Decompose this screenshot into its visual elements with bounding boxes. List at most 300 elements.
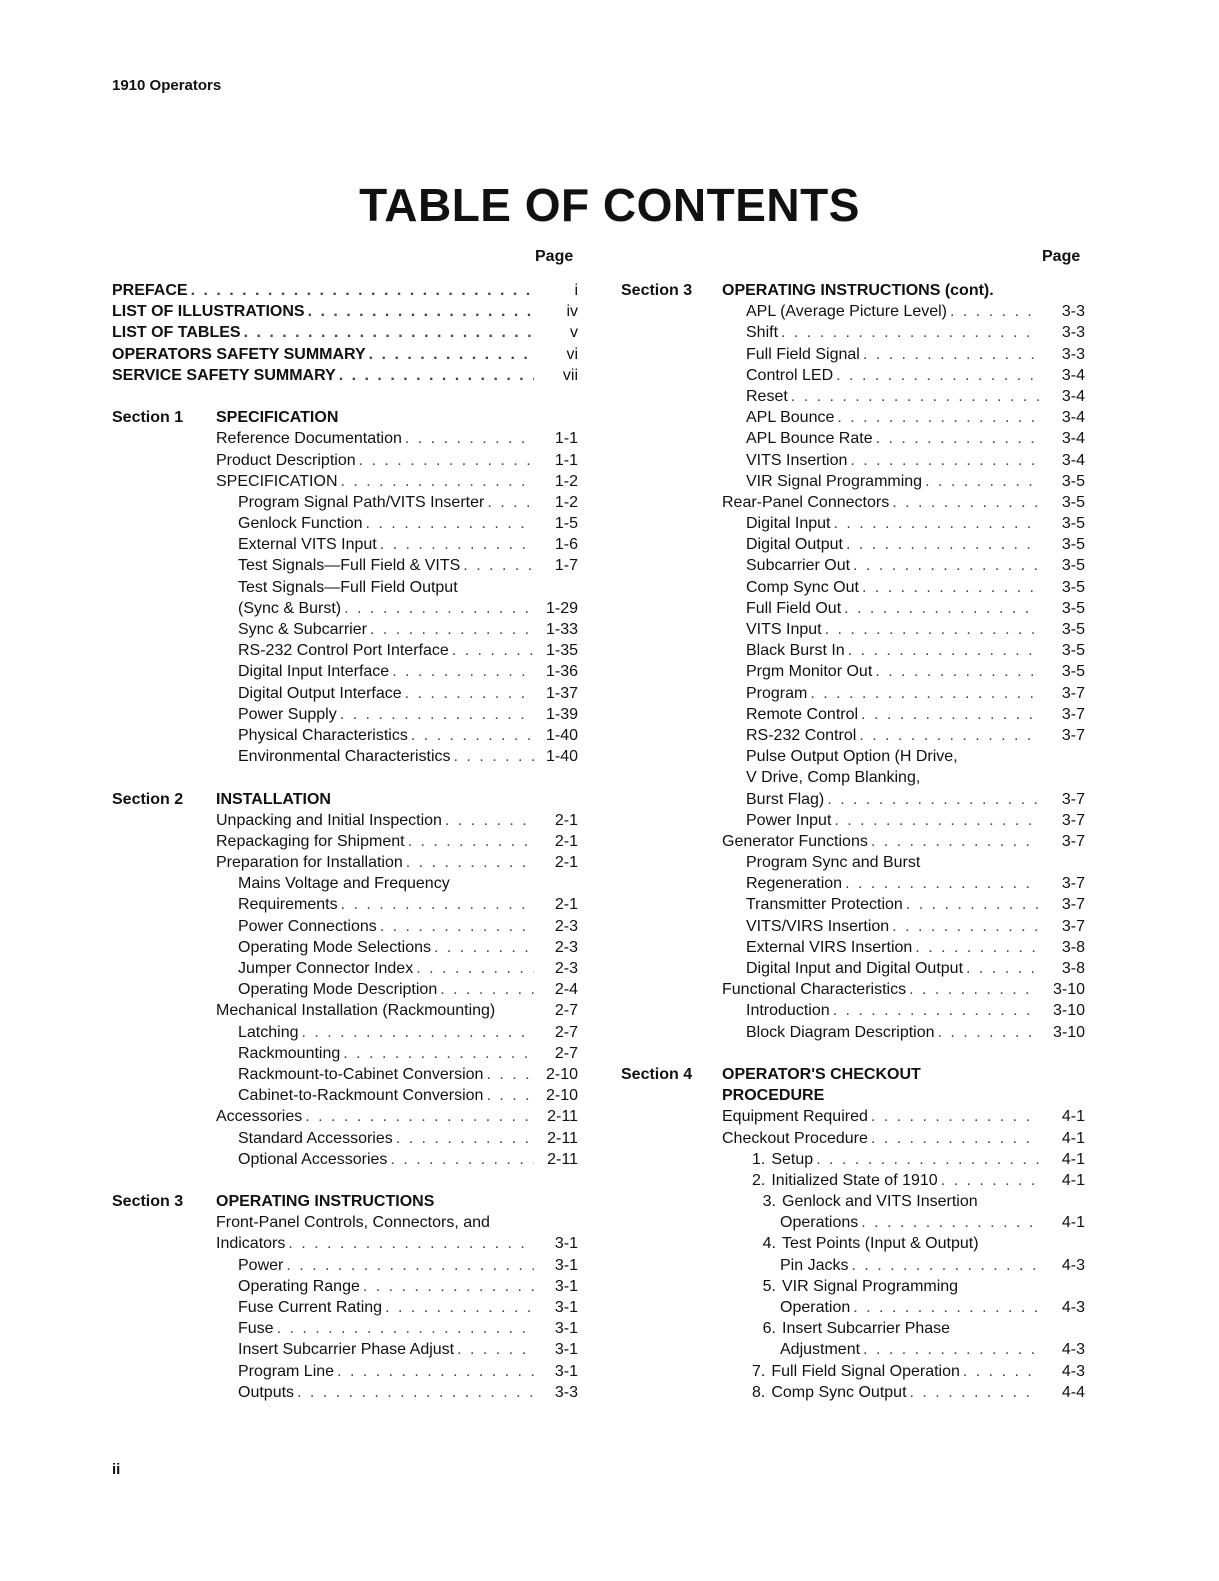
toc-row [621, 1085, 1085, 1106]
entry-title: Fuse [238, 1320, 274, 1338]
dot-leader [938, 1170, 1039, 1191]
toc-entry [746, 852, 1039, 873]
dot-leader [833, 365, 1039, 386]
dot-leader [302, 1106, 534, 1127]
toc-entry [238, 1085, 534, 1106]
entry-title: Unpacking and Initial Inspection [216, 811, 442, 829]
page-ref: 2-3 [554, 938, 578, 956]
entry-title: Checkout Procedure [722, 1129, 868, 1147]
toc-entry [216, 1106, 534, 1127]
dot-leader [845, 640, 1039, 661]
toc-entry [112, 280, 534, 301]
toc-row [112, 704, 582, 725]
toc-entry [238, 640, 534, 661]
dot-leader [451, 746, 534, 767]
page-ref: 3-5 [1061, 472, 1085, 490]
page-ref: 2-1 [554, 854, 578, 872]
section-title: OPERATING INSTRUCTIONS (cont). [722, 282, 994, 299]
page-ref: 3-4 [1061, 451, 1085, 469]
toc-entry [780, 1212, 1039, 1233]
entry-title: APL Bounce [746, 409, 835, 427]
toc-row [621, 1339, 1085, 1360]
entry-title: Test Signals—Full Field & VITS [238, 557, 461, 575]
page-ref: 3-1 [554, 1362, 578, 1380]
toc-row [112, 1043, 582, 1064]
page-ref: 4-4 [1061, 1383, 1085, 1401]
toc-entry [780, 1297, 1039, 1318]
toc-entry [746, 661, 1039, 682]
toc-entry [216, 471, 534, 492]
toc-row [621, 894, 1085, 915]
dot-leader [363, 513, 534, 534]
page-ref: 2-11 [547, 1108, 578, 1126]
toc-row [621, 365, 1085, 386]
right-page-column-label: Page [1042, 248, 1081, 265]
entry-title: Insert Subcarrier Phase Adjust [238, 1341, 455, 1359]
toc-row [112, 598, 582, 619]
page-ref: 3-5 [1061, 663, 1085, 681]
toc-row [621, 471, 1085, 492]
entry-title: Accessories [216, 1108, 303, 1126]
toc-entry [752, 1191, 1039, 1212]
dot-leader [274, 1318, 534, 1339]
dot-leader [405, 831, 534, 852]
toc-row [112, 344, 582, 365]
entry-title: Preparation for Installation [216, 854, 403, 872]
page-ref: 1-37 [545, 684, 578, 702]
entry-title: Power [238, 1256, 284, 1274]
dot-leader [834, 407, 1039, 428]
toc-entry [238, 1043, 534, 1064]
page-ref: 4-1 [1061, 1129, 1085, 1147]
entry-title: SPECIFICATION [216, 472, 338, 490]
page-ref: 4-3 [1061, 1362, 1085, 1380]
dot-leader [868, 1128, 1039, 1149]
toc-row [112, 810, 582, 831]
dot-leader [402, 428, 534, 449]
toc-entry [238, 979, 534, 1000]
entry-title: Fuse Current Rating [238, 1299, 383, 1316]
dot-leader [377, 534, 534, 555]
page-ref: 3-10 [1052, 981, 1085, 999]
page-ref: 3-3 [554, 1383, 578, 1401]
entry-title: Power Connections [238, 917, 377, 935]
step-number: 4. [762, 1235, 776, 1253]
toc-row [112, 471, 582, 492]
toc-entry [746, 407, 1039, 428]
page-ref: 3-5 [1061, 493, 1085, 511]
toc-entry [238, 958, 534, 979]
toc-row [112, 661, 582, 682]
toc-entry [746, 937, 1039, 958]
toc-row [112, 513, 582, 534]
dot-leader [807, 683, 1039, 704]
entry-title: Front-Panel Controls, Connectors, and [216, 1214, 490, 1232]
entry-title: Program Line [238, 1362, 335, 1380]
running-header: 1910 Operators [112, 77, 222, 94]
toc-entry [746, 1000, 1039, 1021]
toc-entry [112, 365, 534, 386]
toc-entry [112, 301, 534, 322]
page-ref: 3-7 [1061, 832, 1085, 850]
page-ref: 2-10 [545, 1087, 578, 1105]
page-ref: 4-1 [1061, 1108, 1085, 1126]
entry-title: Outputs [238, 1383, 295, 1401]
entry-title: RS-232 Control Port Interface [238, 642, 449, 660]
dot-leader [848, 1255, 1039, 1276]
toc-row [112, 555, 582, 576]
entry-title: Program Sync and Burst [746, 854, 921, 872]
toc-entry [746, 683, 1039, 704]
toc-entry [238, 577, 534, 598]
toc-entry [238, 534, 534, 555]
toc-row [621, 810, 1085, 831]
page-ref: 3-5 [1061, 536, 1085, 554]
toc-row [112, 1361, 582, 1382]
page-ref: 3-10 [1052, 1023, 1085, 1041]
page-ref: 1-40 [545, 726, 578, 744]
entry-title: Reset [746, 387, 788, 405]
entry-title: V Drive, Comp Blanking, [746, 769, 921, 787]
dot-leader [873, 428, 1039, 449]
page-ref: 3-5 [1061, 515, 1085, 533]
toc-row [112, 1128, 582, 1149]
toc-entry [746, 1022, 1039, 1043]
entry-title: Product Description [216, 451, 356, 469]
toc-row [112, 280, 582, 301]
entry-title: Comp Sync Output [771, 1383, 907, 1401]
entry-title: Physical Characteristics [238, 726, 408, 744]
toc-row [621, 1382, 1085, 1403]
entry-title: Pin Jacks [780, 1256, 849, 1274]
entry-title: Latching [238, 1023, 299, 1041]
toc-row [621, 301, 1085, 322]
toc-row [621, 852, 1085, 873]
toc-entry [238, 1064, 534, 1085]
page-ref: 4-1 [1061, 1214, 1085, 1232]
toc-row [112, 640, 582, 661]
dot-leader [858, 704, 1039, 725]
toc-row [621, 1233, 1085, 1254]
page-ref: i [574, 282, 578, 299]
toc-row [112, 916, 582, 937]
toc-row [621, 450, 1085, 471]
entry-title: Shift [746, 324, 779, 342]
entry-title: Standard Accessories [238, 1129, 393, 1147]
page-ref: 1-2 [554, 472, 578, 490]
toc-entry [746, 513, 1039, 534]
page-ref: 4-3 [1061, 1256, 1085, 1274]
toc-entry [746, 386, 1039, 407]
toc-entry [238, 704, 534, 725]
dot-leader [858, 1212, 1039, 1233]
entry-title: Mechanical Installation (Rackmounting) [216, 1002, 496, 1020]
dot-leader [360, 1276, 534, 1297]
toc-entry [722, 979, 1039, 1000]
entry-title: Sync & Subcarrier [238, 621, 367, 638]
page-ref: 3-5 [1061, 578, 1085, 596]
page-ref: 1-40 [545, 748, 578, 766]
toc-entry [112, 322, 534, 343]
entry-title: Reference Documentation [216, 430, 402, 448]
toc-entry [752, 1149, 1039, 1170]
dot-leader [778, 322, 1039, 343]
page-ref: 3-7 [1061, 684, 1085, 702]
step-number: 8. [752, 1383, 766, 1401]
toc-entry [238, 894, 534, 915]
entry-title: OPERATORS SAFETY SUMMARY [112, 345, 366, 363]
dot-leader [338, 471, 535, 492]
dot-leader [889, 492, 1039, 513]
toc-row [621, 767, 1085, 788]
dot-leader [935, 1022, 1039, 1043]
toc-entry [746, 725, 1039, 746]
dot-leader [903, 894, 1039, 915]
page-ref: 3-5 [1061, 621, 1085, 638]
dot-leader [483, 1085, 534, 1106]
dot-leader [241, 322, 534, 343]
toc-entry [746, 428, 1039, 449]
entry-title: Program Signal Path/VITS Inserter [238, 493, 485, 511]
toc-entry [238, 1382, 534, 1403]
page-ref: 1-2 [554, 493, 578, 511]
dot-leader [334, 1361, 534, 1382]
toc-row [621, 746, 1085, 767]
page-ref: 1-36 [545, 663, 578, 681]
toc-row [112, 1255, 582, 1276]
entry-title: APL (Average Picture Level) [746, 303, 947, 321]
page-ref: 3-7 [1061, 705, 1085, 723]
dot-leader [454, 1339, 534, 1360]
dot-leader [960, 1361, 1039, 1382]
page-ref: 3-1 [554, 1320, 578, 1338]
toc-row [621, 958, 1085, 979]
toc-row [112, 301, 582, 322]
toc-entry [238, 555, 534, 576]
entry-title: Power Supply [238, 705, 337, 723]
dot-leader [299, 1022, 535, 1043]
page-ref: 3-7 [1061, 917, 1085, 935]
toc-entry [746, 873, 1039, 894]
page-ref: 4-3 [1061, 1299, 1085, 1316]
page-ref: 2-10 [545, 1065, 578, 1083]
page-ref: 2-1 [554, 811, 578, 829]
entry-title: Full Field Signal Operation [771, 1362, 960, 1380]
toc-entry [216, 1000, 534, 1021]
entry-title: VITS Insertion [746, 451, 848, 469]
entry-title: RS-232 Control [746, 726, 857, 744]
entry-title: Burst Flag) [746, 790, 825, 808]
toc-row [621, 661, 1085, 682]
entry-title: Equipment Required [722, 1108, 868, 1126]
toc-left-column [112, 280, 582, 1403]
toc-row [112, 1276, 582, 1297]
page-ref: 3-7 [1061, 896, 1085, 914]
entry-title: Operating Mode Description [238, 981, 438, 999]
entry-title: Block Diagram Description [746, 1023, 935, 1041]
toc-entry [752, 1318, 1039, 1339]
dot-leader [341, 598, 534, 619]
toc-row [112, 1106, 582, 1127]
dot-leader [788, 386, 1039, 407]
dot-leader [408, 725, 534, 746]
toc-entry [238, 492, 534, 513]
section-title: SPECIFICATION [216, 409, 339, 427]
toc-row [621, 1170, 1085, 1191]
toc-section-row [621, 280, 1085, 301]
toc-row [621, 916, 1085, 937]
entry-title: Digital Output [746, 536, 843, 554]
toc-row [112, 725, 582, 746]
dot-leader [449, 640, 534, 661]
entry-title: Digital Input and Digital Output [746, 960, 964, 977]
toc-entry [216, 810, 534, 831]
dot-leader [860, 344, 1039, 365]
toc-entry [746, 640, 1039, 661]
entry-title: Rear-Panel Connectors [722, 493, 890, 511]
dot-leader [460, 555, 534, 576]
toc-entry [752, 1233, 1039, 1254]
page-ref: 1-33 [545, 621, 578, 638]
toc-section-row [621, 1064, 1085, 1085]
page-ref: 2-11 [547, 1150, 578, 1168]
dot-leader [850, 1297, 1039, 1318]
toc-entry [238, 619, 534, 640]
toc-entry [752, 1170, 1039, 1191]
toc-row [621, 725, 1085, 746]
dot-leader [340, 1043, 534, 1064]
page-ref: 1-35 [545, 642, 578, 660]
dot-leader [437, 979, 534, 1000]
page-ref: 4-1 [1061, 1150, 1085, 1168]
page-ref: 2-1 [554, 832, 578, 850]
dot-leader [842, 873, 1039, 894]
toc-row [112, 852, 582, 873]
dot-leader [387, 1149, 534, 1170]
toc-row [621, 1361, 1085, 1382]
page-ref: 3-7 [1061, 726, 1085, 744]
dot-leader [889, 916, 1039, 937]
toc-row [621, 1276, 1085, 1297]
entry-title: Operating Mode Selections [238, 938, 431, 956]
dot-leader [922, 471, 1039, 492]
section-label: Section 3 [112, 1193, 184, 1211]
toc-row [621, 534, 1085, 555]
toc-entry [216, 831, 534, 852]
toc-right-column [621, 280, 1085, 1403]
toc-entry [752, 1361, 1039, 1382]
entry-title: Test Signals—Full Field Output [238, 578, 458, 596]
toc-row [621, 979, 1085, 1000]
dot-leader [377, 916, 534, 937]
entry-title: Full Field Signal [746, 345, 860, 363]
toc-row [112, 365, 582, 386]
dot-leader [868, 831, 1039, 852]
entry-title: Setup [771, 1150, 814, 1168]
toc-entry [238, 873, 534, 894]
toc-entry [238, 937, 534, 958]
toc-row [112, 1064, 582, 1085]
page-ref: 1-1 [554, 430, 578, 448]
entry-title: LIST OF TABLES [112, 324, 241, 342]
toc-entry [238, 1128, 534, 1149]
toc-entry [216, 852, 534, 873]
toc-entry [746, 365, 1039, 386]
page-ref: 4-3 [1061, 1341, 1085, 1359]
page-ref: 2-3 [554, 917, 578, 935]
toc-row [621, 1191, 1085, 1212]
step-number: 7. [752, 1362, 766, 1380]
toc-entry [746, 301, 1039, 322]
page-ref: v [570, 324, 578, 342]
dot-leader [403, 852, 534, 873]
toc-row [112, 1233, 582, 1254]
dot-leader [847, 450, 1039, 471]
entry-title: PREFACE [112, 282, 188, 299]
page-ref: 2-4 [554, 981, 578, 999]
dot-leader [283, 1255, 534, 1276]
toc-row [112, 958, 582, 979]
dot-leader [336, 365, 534, 386]
page-ref: 3-7 [1061, 875, 1085, 893]
dot-leader [402, 683, 534, 704]
dot-leader [906, 979, 1039, 1000]
page-ref: 1-1 [554, 451, 578, 469]
toc-row [621, 1149, 1085, 1170]
page-ref: 3-10 [1052, 1002, 1085, 1020]
dot-leader [872, 661, 1039, 682]
toc-entry [746, 810, 1039, 831]
entry-title: Pulse Output Option (H Drive, [746, 748, 958, 766]
toc-row [112, 534, 582, 555]
toc-row [621, 386, 1085, 407]
toc-entry [238, 1022, 534, 1043]
entry-title: VIR Signal Programming [782, 1277, 959, 1295]
dot-leader [841, 598, 1039, 619]
page-ref: 2-3 [554, 960, 578, 977]
page-ref: 4-1 [1061, 1171, 1085, 1189]
section-label: Section 2 [112, 790, 184, 808]
toc-entry [238, 1318, 534, 1339]
page-ref: 3-4 [1061, 366, 1085, 384]
toc-row [112, 979, 582, 1000]
toc-row [621, 1000, 1085, 1021]
toc-row [112, 937, 582, 958]
dot-leader [831, 513, 1040, 534]
entry-title: Comp Sync Out [746, 578, 859, 596]
toc-entry [216, 1233, 534, 1254]
page-ref: 2-7 [554, 1023, 578, 1041]
left-page-column-label: Page [535, 248, 574, 265]
toc-row [112, 1212, 582, 1233]
entry-title: External VIRS Insertion [746, 938, 913, 956]
dot-leader [367, 619, 534, 640]
toc-entry [746, 767, 1039, 788]
dot-leader [188, 280, 534, 301]
toc-row [112, 873, 582, 894]
step-number: 3. [762, 1193, 776, 1211]
dot-leader [912, 937, 1039, 958]
toc-row [621, 407, 1085, 428]
toc-entry [780, 1339, 1039, 1360]
entry-title: Regeneration [746, 875, 843, 893]
entry-title: Cabinet-to-Rackmount Conversion [238, 1087, 484, 1105]
toc-row [112, 683, 582, 704]
toc-entry [238, 1297, 534, 1318]
toc-entry [746, 894, 1039, 915]
toc-row [621, 683, 1085, 704]
section-title: INSTALLATION [216, 790, 331, 808]
